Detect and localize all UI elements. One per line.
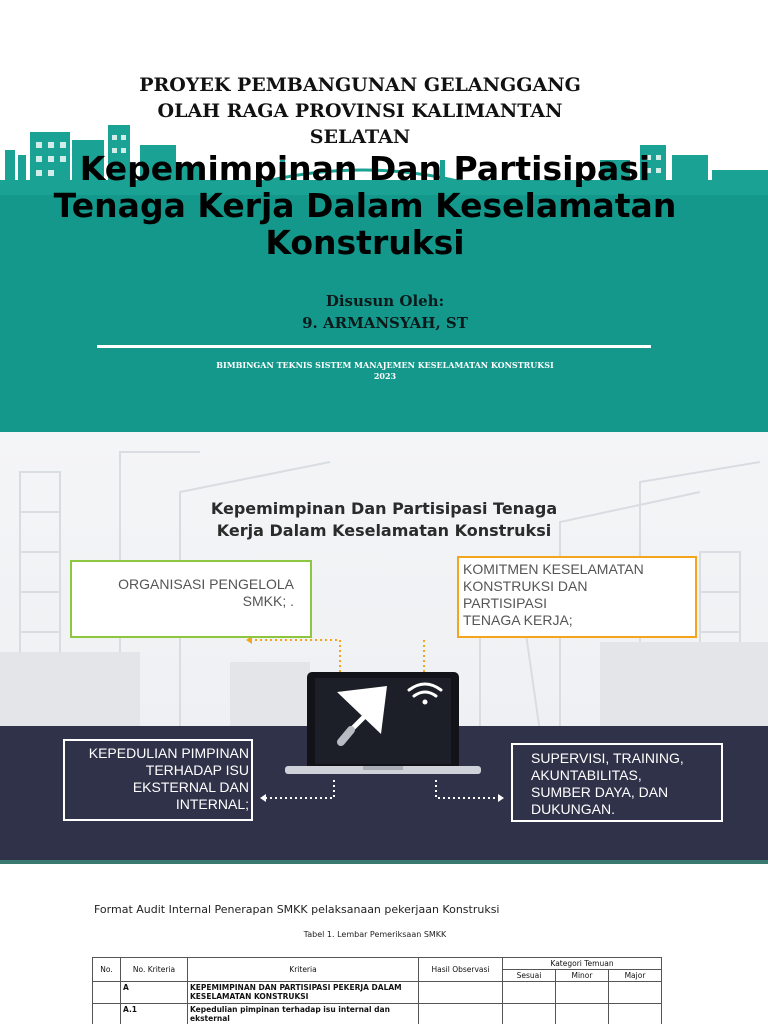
project-title-line: SELATAN xyxy=(309,126,411,148)
cover-slide xyxy=(0,0,768,432)
col-header-no-kriteria: No. Kriteria xyxy=(121,958,188,982)
cell-major xyxy=(609,982,662,1004)
cell-no xyxy=(93,982,121,1004)
card-text-line: EKSTERNAL DAN xyxy=(132,779,249,795)
author-name: 9. ARMANSYAH, ST xyxy=(302,314,468,332)
cell-hasil xyxy=(419,1004,503,1024)
cell-kriteria: KEPEMIMPINAN DAN PARTISIPASI PEKERJA DALAM KESELAMATAN KONSTRUKSI xyxy=(188,982,419,1004)
card-text-line: ORGANISASI PENGELOLA xyxy=(118,576,294,592)
project-title-line: PROYEK PEMBANGUNAN GELANGGANG xyxy=(139,74,581,96)
event-year: 2023 xyxy=(373,371,397,381)
card-supervisi-training xyxy=(511,743,723,822)
main-title-line: Kepemimpinan Dan Partisipasi xyxy=(79,149,651,188)
col-header-minor: Minor xyxy=(556,970,609,982)
card-text-line: KEPEDULIAN PIMPINAN xyxy=(88,745,249,761)
table-row xyxy=(93,982,662,1004)
card-text-line: KOMITMEN KESELAMATAN xyxy=(463,561,644,577)
col-header-kategori-temuan: Kategori Temuan xyxy=(503,958,662,970)
cell-no-kriteria: A xyxy=(121,982,188,1004)
event-name: BIMBINGAN TEKNIS SISTEM MANAJEMEN KESELAMATAN KONSTRUKSI xyxy=(216,360,554,370)
col-header-sesuai: Sesuai xyxy=(503,970,556,982)
card-text-line: PARTISIPASI xyxy=(463,595,548,611)
project-title-line: OLAH RAGA PROVINSI KALIMANTAN xyxy=(157,100,563,122)
main-title-line: Tenaga Kerja Dalam Keselamatan xyxy=(53,186,677,225)
cell-kriteria: Kepedulian pimpinan terhadap isu internal dan eksternal xyxy=(188,1004,419,1024)
card-text-line: INTERNAL; xyxy=(175,796,249,812)
laptop-icon xyxy=(285,670,485,780)
table-caption: Tabel 1. Lembar Pemeriksaan SMKK xyxy=(303,930,447,939)
slide-title-line: Kerja Dalam Keselamatan Konstruksi xyxy=(216,521,552,540)
main-title-line: Konstruksi xyxy=(265,223,465,262)
card-komitmen-keselamatan xyxy=(457,556,697,638)
cell-sesuai xyxy=(503,1004,556,1024)
cell-major xyxy=(609,1004,662,1024)
card-text-line: TERHADAP ISU xyxy=(145,762,249,778)
audit-format-page xyxy=(0,864,768,1024)
col-header-major: Major xyxy=(609,970,662,982)
cell-no-kriteria: A.1 xyxy=(121,1004,188,1024)
project-title xyxy=(90,72,630,150)
card-organisasi-pengelola xyxy=(70,560,312,638)
cell-no xyxy=(93,1004,121,1024)
slide-title-line: Kepemimpinan Dan Partisipasi Tenaga xyxy=(210,499,558,518)
card-text-line: DUKUNGAN. xyxy=(531,801,616,817)
card-kepedulian-pimpinan xyxy=(63,739,253,821)
card-text-line: SUPERVISI, TRAINING, xyxy=(531,750,684,766)
card-text-line: KONSTRUKSI DAN xyxy=(463,578,588,594)
card-text-line: SMKK; . xyxy=(242,593,294,609)
col-header-kriteria: Kriteria xyxy=(188,958,419,982)
author-block xyxy=(160,290,610,334)
card-text-line: TENAGA KERJA; xyxy=(463,612,573,628)
slide-main-title xyxy=(30,150,700,261)
compiled-by-label: Disusun Oleh: xyxy=(325,292,445,310)
cell-minor xyxy=(556,1004,609,1024)
divider xyxy=(97,345,651,348)
cell-sesuai xyxy=(503,982,556,1004)
table-row xyxy=(93,1004,662,1024)
cell-hasil xyxy=(419,982,503,1004)
leadership-slide xyxy=(0,432,768,864)
col-header-hasil-observasi: Hasil Observasi xyxy=(419,958,503,982)
event-footer xyxy=(160,360,610,382)
col-header-no: No. xyxy=(93,958,121,982)
audit-checklist-table xyxy=(92,957,662,1024)
cell-minor xyxy=(556,982,609,1004)
page-heading: Format Audit Internal Penerapan SMKK pelaksanaan pekerjaan Konstruksi xyxy=(94,903,500,916)
card-text-line: AKUNTABILITAS, xyxy=(531,767,642,783)
card-text-line: SUMBER DAYA, DAN xyxy=(531,784,669,800)
